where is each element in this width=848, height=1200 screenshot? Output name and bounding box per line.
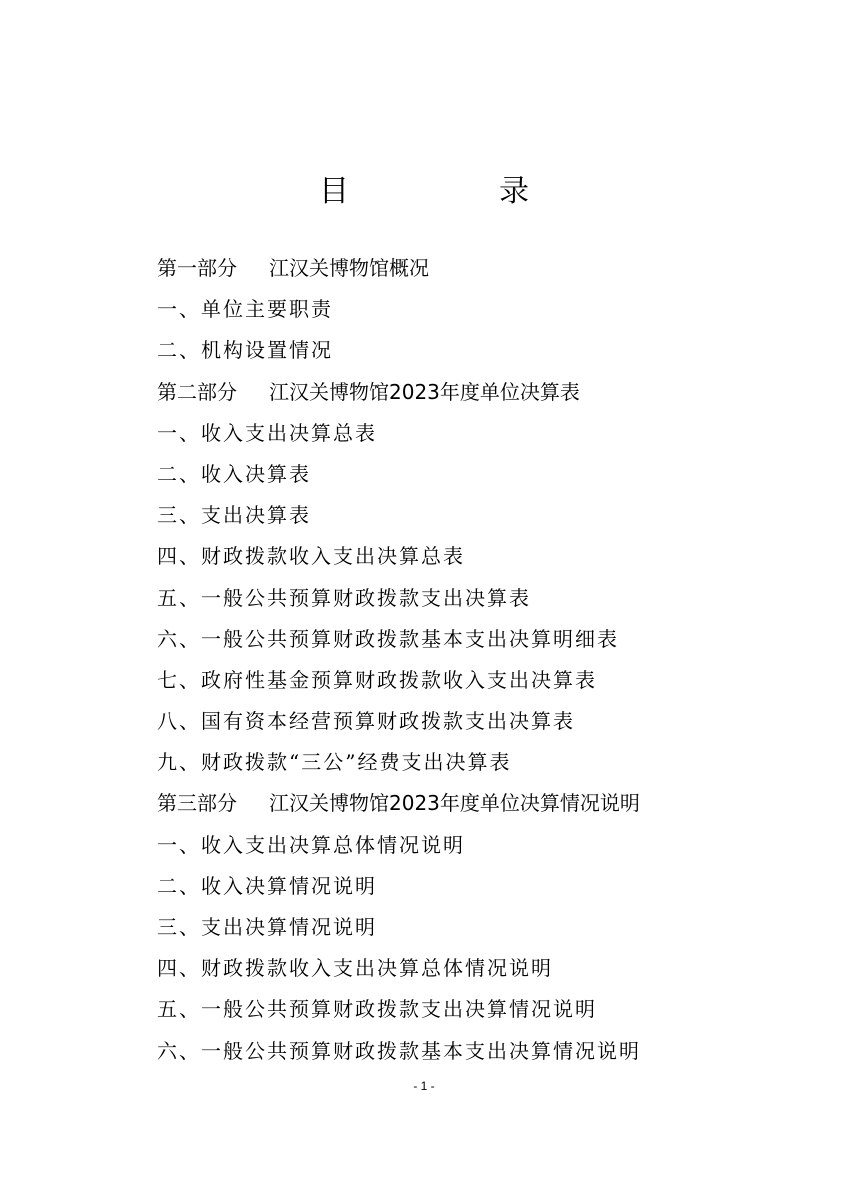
toc-part-title: 江汉关博物馆2023年度单位决算表 xyxy=(269,379,580,404)
toc-item: 八、国有资本经营预算财政拨款支出决算表 xyxy=(157,709,575,734)
toc-item: 一、单位主要职责 xyxy=(157,297,333,322)
toc-item: 一、收入支出决算总体情况说明 xyxy=(157,832,465,857)
toc-part-3 xyxy=(157,783,757,824)
toc-item: 四、财政拨款收入支出决算总体情况说明 xyxy=(157,956,553,981)
toc-item: 二、收入决算情况说明 xyxy=(157,873,377,898)
toc-item: 九、财政拨款“三公”经费支出决算表 xyxy=(157,750,512,775)
table-of-contents xyxy=(157,248,757,1072)
toc-part-2 xyxy=(157,372,757,413)
page-title: 目 录 xyxy=(319,174,589,209)
toc-item: 二、收入决算表 xyxy=(157,461,311,486)
toc-item: 一、收入支出决算总表 xyxy=(157,420,377,445)
page-number: - 1 - xyxy=(413,1079,435,1093)
toc-part-number: 第二部分 xyxy=(157,379,237,404)
toc-item: 三、支出决算情况说明 xyxy=(157,915,377,939)
toc-part-number: 第三部分 xyxy=(157,791,237,816)
toc-part-number: 第一部分 xyxy=(157,256,237,280)
toc-item: 五、一般公共预算财政拨款支出决算情况说明 xyxy=(157,997,597,1022)
toc-part-title: 江汉关博物馆2023年度单位决算情况说明 xyxy=(269,791,640,816)
toc-part-1 xyxy=(157,248,757,289)
toc-part-title: 江汉关博物馆概况 xyxy=(269,256,429,280)
toc-item: 六、一般公共预算财政拨款基本支出决算明细表 xyxy=(157,626,619,651)
toc-item: 五、一般公共预算财政拨款支出决算表 xyxy=(157,585,531,610)
toc-item: 七、政府性基金预算财政拨款收入支出决算表 xyxy=(157,667,597,692)
toc-item: 四、财政拨款收入支出决算总表 xyxy=(157,544,465,569)
toc-item: 六、一般公共预算财政拨款基本支出决算情况说明 xyxy=(157,1038,641,1063)
toc-item: 三、支出决算表 xyxy=(157,503,311,528)
toc-item: 二、机构设置情况 xyxy=(157,338,333,363)
